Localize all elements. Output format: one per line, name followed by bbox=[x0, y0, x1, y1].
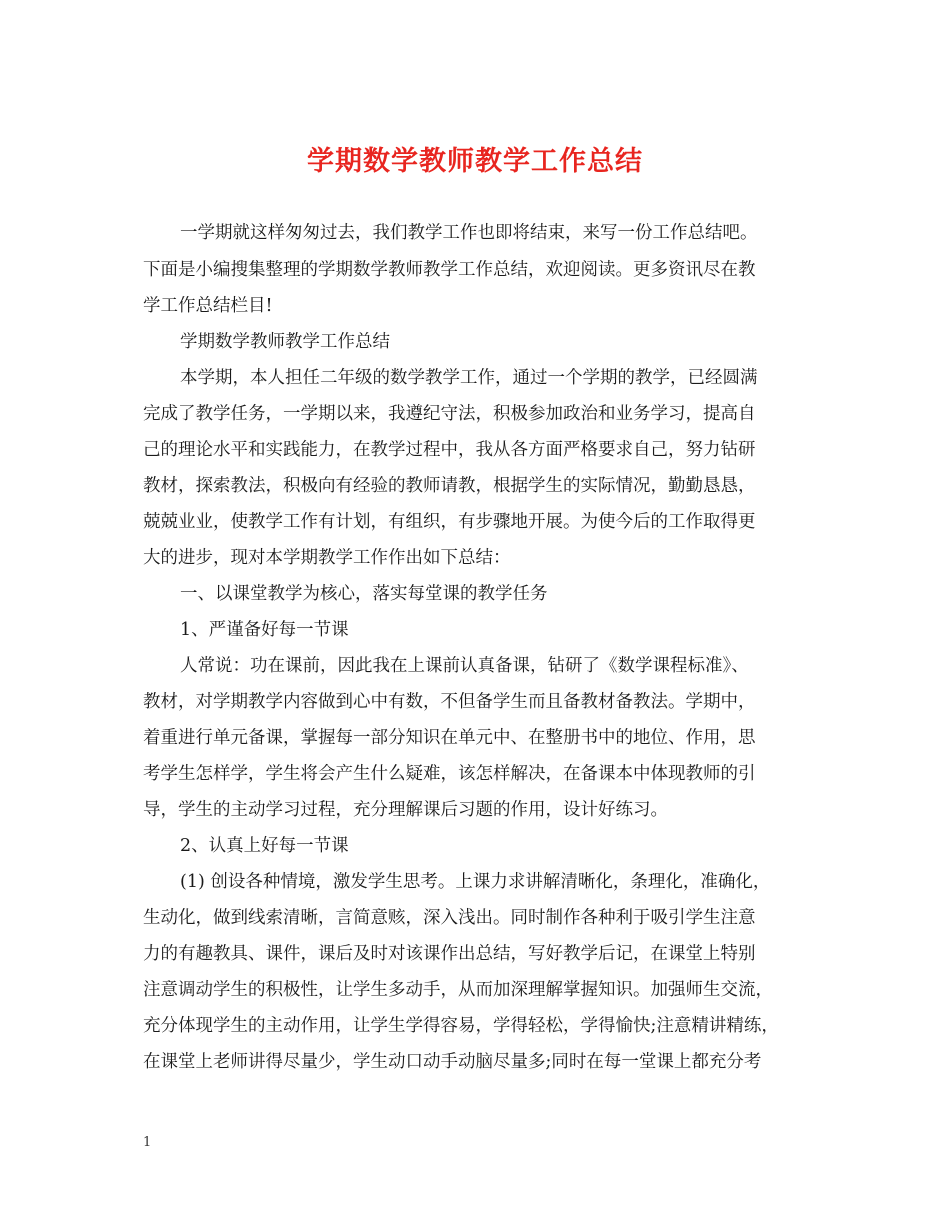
paragraph-line: 完成了教学任务，一学期以来，我遵纪守法，积极参加政治和业务学习，提高自 bbox=[143, 404, 756, 424]
paragraph-line: 己的理论水平和实践能力，在教学过程中，我从各方面严格要求自己，努力钻研 bbox=[143, 440, 756, 460]
paragraph-line: 兢兢业业，使教学工作有计划，有组织，有步骤地开展。为使今后的工作取得更 bbox=[143, 512, 756, 532]
paragraph-line: 学工作总结栏目! bbox=[143, 296, 273, 316]
paragraph-line: (1) 创设各种情境，激发学生思考。上课力求讲解清晰化，条理化，准确化， bbox=[180, 872, 771, 892]
page-number: 1 bbox=[143, 1135, 152, 1150]
paragraph-line: 教材，探索教法，积极向有经验的教师请教，根据学生的实际情况，勤勤恳恳， bbox=[143, 476, 756, 496]
paragraph-line: 注意调动学生的积极性，让学生多动手，从而加深理解掌握知识。加强师生交流， bbox=[143, 980, 773, 1000]
paragraph-line: 本学期，本人担任二年级的数学教学工作，通过一个学期的教学，已经圆满 bbox=[180, 368, 758, 388]
paragraph-line: 着重进行单元备课，掌握每一部分知识在单元中、在整册书中的地位、作用，思 bbox=[143, 728, 756, 748]
paragraph-line: 教材，对学期教学内容做到心中有数，不但备学生而且备教材备教法。学期中， bbox=[143, 692, 756, 712]
paragraph-line: 在课堂上老师讲得尽量少，学生动口动手动脑尽量多;同时在每一堂课上都充分考 bbox=[143, 1052, 762, 1072]
paragraph-line: 生动化，做到线索清晰，言简意赅，深入浅出。同时制作各种利于吸引学生注意 bbox=[143, 908, 756, 928]
paragraph-line: 充分体现学生的主动作用，让学生学得容易，学得轻松，学得愉快;注意精讲精练， bbox=[143, 1016, 779, 1036]
document-title: 学期数学教师教学工作总结 bbox=[307, 146, 643, 177]
section-heading: 一、以课堂教学为核心，落实每堂课的教学任务 bbox=[180, 584, 548, 604]
section-heading: 学期数学教师教学工作总结 bbox=[180, 332, 390, 352]
paragraph-line: 力的有趣教具、课件，课后及时对该课作出总结，写好教学后记，在课堂上特别 bbox=[143, 944, 756, 964]
subsection-heading: 2、认真上好每一节课 bbox=[180, 836, 349, 856]
paragraph-line: 导，学生的主动学习过程，充分理解课后习题的作用，设计好练习。 bbox=[143, 800, 668, 820]
paragraph-line: 人常说：功在课前，因此我在上课前认真备课，钻研了《数学课程标准》、 bbox=[180, 656, 749, 676]
paragraph-line: 考学生怎样学，学生将会产生什么疑难，该怎样解决，在备课本中体现教师的引 bbox=[143, 764, 756, 784]
paragraph-line: 一学期就这样匆匆过去，我们教学工作也即将结束，来写一份工作总结吧。 bbox=[180, 223, 758, 243]
paragraph-line: 下面是小编搜集整理的学期数学教师教学工作总结，欢迎阅读。更多资讯尽在教 bbox=[143, 260, 756, 280]
subsection-heading: 1、严谨备好每一节课 bbox=[180, 620, 349, 640]
paragraph-line: 大的进步，现对本学期教学工作作出如下总结： bbox=[143, 548, 511, 568]
